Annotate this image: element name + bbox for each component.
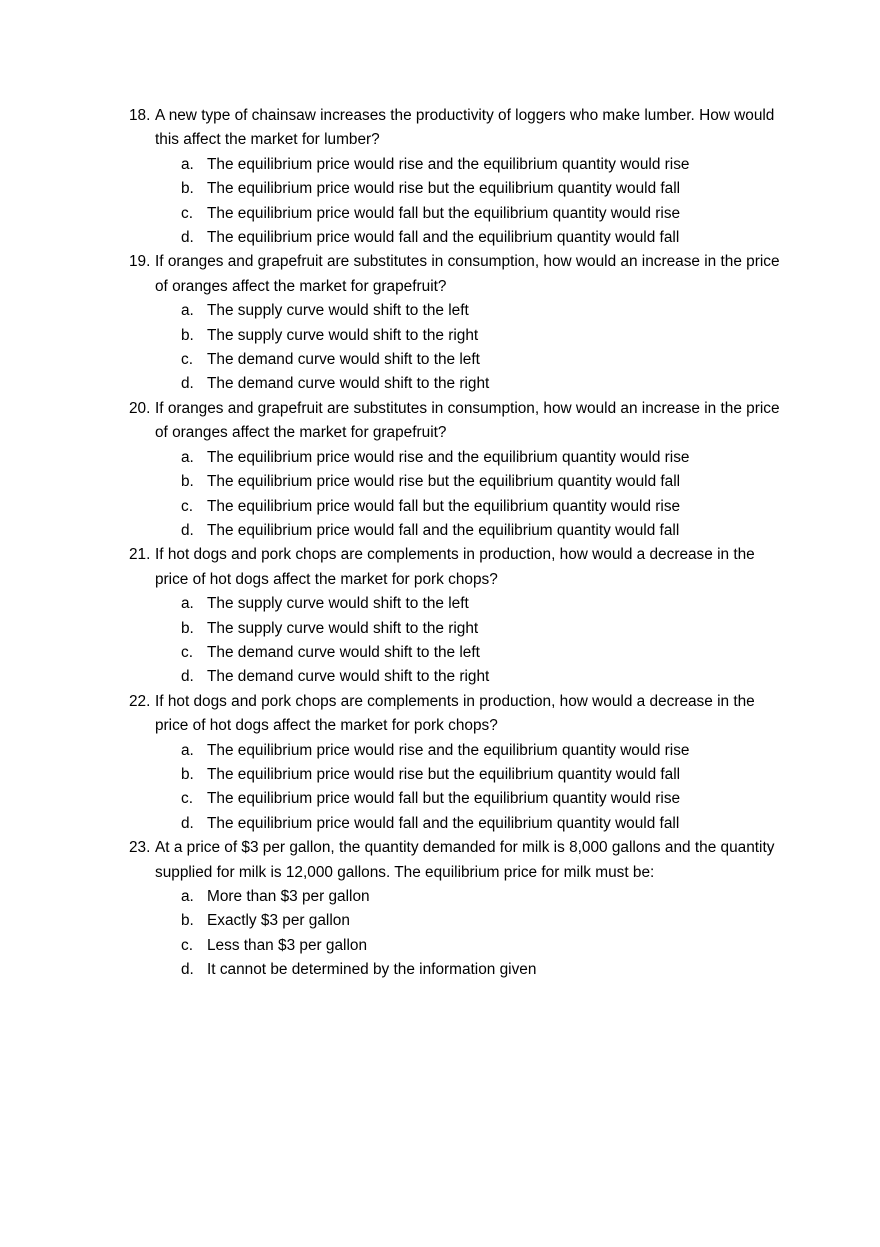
- question-number: 20.: [129, 399, 151, 417]
- option-letter: b.: [181, 326, 194, 344]
- option-text: More than $3 per gallon: [207, 888, 370, 905]
- option-letter: a.: [181, 888, 194, 905]
- option-c: [155, 641, 789, 665]
- option-letter: c.: [181, 643, 193, 661]
- option-list: [155, 446, 789, 544]
- option-text: The equilibrium price would rise but the equilibrium quantity would fall: [207, 765, 681, 783]
- option-d: [155, 226, 789, 250]
- question-22: [129, 690, 789, 836]
- option-c: [155, 934, 789, 958]
- option-b: [155, 470, 789, 494]
- option-text: The equilibrium price would rise and the equilibrium quantity would rise: [207, 448, 690, 466]
- option-letter: c.: [181, 790, 193, 808]
- option-d: [155, 812, 789, 836]
- question-number: 19.: [129, 253, 151, 271]
- question-text: If oranges and grapefruit are substitutes in consumption, how would an increase in the price of oranges affect the market for grapefruit?: [155, 399, 780, 442]
- option-text: Less than $3 per gallon: [207, 936, 368, 954]
- option-letter: b.: [181, 473, 194, 491]
- option-letter: a.: [181, 302, 194, 320]
- option-c: [155, 348, 789, 372]
- option-b: [155, 617, 789, 641]
- option-letter: a.: [181, 448, 194, 466]
- option-letter: b.: [181, 180, 194, 198]
- question-list: [129, 104, 789, 983]
- option-list: [155, 299, 789, 397]
- question-18: [129, 104, 789, 250]
- option-list: [155, 885, 789, 983]
- option-a: [155, 153, 789, 177]
- question-23: [129, 836, 789, 982]
- option-letter: c.: [181, 497, 193, 515]
- option-text: The equilibrium price would rise and the equilibrium quantity would rise: [207, 155, 690, 173]
- question-number: 21.: [129, 546, 151, 564]
- option-d: [155, 665, 789, 689]
- option-a: [155, 592, 789, 616]
- question-text: If oranges and grapefruit are substitutes in consumption, how would an increase in the price of oranges affect the market for grapefruit?: [155, 253, 780, 295]
- option-text: The supply curve would shift to the right: [207, 326, 479, 344]
- option-text: The demand curve would shift to the left: [207, 643, 480, 661]
- question-text: If hot dogs and pork chops are complements in production, how would a decrease in the price of hot dogs affect the market for pork chops?: [155, 546, 755, 588]
- option-c: [155, 787, 789, 811]
- option-d: [155, 372, 789, 396]
- option-text: The supply curve would shift to the right: [207, 619, 479, 637]
- option-text: The equilibrium price would fall and the equilibrium quantity would fall: [207, 521, 680, 539]
- option-d: [155, 519, 789, 543]
- question-text: A new type of chainsaw increases the productivity of loggers who make lumber. How would this affect the market for lumber?: [155, 107, 775, 149]
- option-text: The equilibrium price would rise but the equilibrium quantity would fall: [207, 473, 681, 491]
- option-text: The demand curve would shift to the left: [207, 351, 480, 369]
- option-a: [155, 885, 789, 909]
- option-a: [155, 446, 789, 470]
- option-text: The equilibrium price would fall and the equilibrium quantity would fall: [207, 229, 680, 247]
- option-text: The equilibrium price would rise and the equilibrium quantity would rise: [207, 741, 690, 759]
- option-text: The equilibrium price would fall but the equilibrium quantity would rise: [207, 204, 681, 222]
- option-b: [155, 763, 789, 787]
- option-b: [155, 324, 789, 348]
- option-letter: a.: [181, 741, 194, 759]
- question-number: 22.: [129, 692, 151, 710]
- option-letter: d.: [181, 961, 194, 979]
- option-a: [155, 299, 789, 323]
- option-letter: d.: [181, 668, 194, 686]
- option-letter: d.: [181, 521, 194, 539]
- option-letter: d.: [181, 229, 194, 247]
- option-list: [155, 592, 789, 690]
- option-letter: a.: [181, 595, 194, 613]
- option-letter: c.: [181, 204, 193, 222]
- option-list: [155, 739, 789, 837]
- option-text: Exactly $3 per gallon: [207, 912, 350, 930]
- option-letter: c.: [181, 936, 193, 954]
- option-letter: b.: [181, 619, 194, 637]
- option-b: [155, 177, 789, 201]
- question-number: 18.: [129, 107, 151, 124]
- option-text: The equilibrium price would fall but the equilibrium quantity would rise: [207, 790, 681, 808]
- question-number: 23.: [129, 839, 151, 857]
- option-text: The equilibrium price would fall but the equilibrium quantity would rise: [207, 497, 681, 515]
- option-letter: b.: [181, 912, 194, 930]
- question-text: If hot dogs and pork chops are complements in production, how would a decrease in the price of hot dogs affect the market for pork chops?: [155, 692, 755, 735]
- option-text: The demand curve would shift to the right: [207, 668, 490, 686]
- option-letter: d.: [181, 375, 194, 393]
- option-text: The equilibrium price would fall and the equilibrium quantity would fall: [207, 814, 680, 832]
- option-letter: b.: [181, 765, 194, 783]
- question-text: At a price of $3 per gallon, the quantity demanded for milk is 8,000 gallons and the quantity supplied for milk is 12,000 gallons. The equilibrium price for milk must be:: [155, 839, 775, 881]
- option-text: The supply curve would shift to the left: [207, 302, 469, 320]
- option-text: The equilibrium price would rise but the equilibrium quantity would fall: [207, 180, 681, 198]
- option-text: The supply curve would shift to the left: [207, 595, 469, 613]
- option-b: [155, 909, 789, 933]
- option-c: [155, 495, 789, 519]
- option-text: It cannot be determined by the information given: [207, 961, 537, 979]
- question-21: [129, 543, 789, 689]
- option-d: [155, 958, 789, 982]
- option-list: [155, 153, 789, 251]
- option-letter: d.: [181, 814, 194, 832]
- option-letter: c.: [181, 351, 193, 369]
- option-letter: a.: [181, 155, 194, 173]
- option-text: The demand curve would shift to the right: [207, 375, 490, 393]
- option-c: [155, 202, 789, 226]
- question-19: [129, 250, 789, 396]
- question-20: [129, 397, 789, 543]
- option-a: [155, 739, 789, 763]
